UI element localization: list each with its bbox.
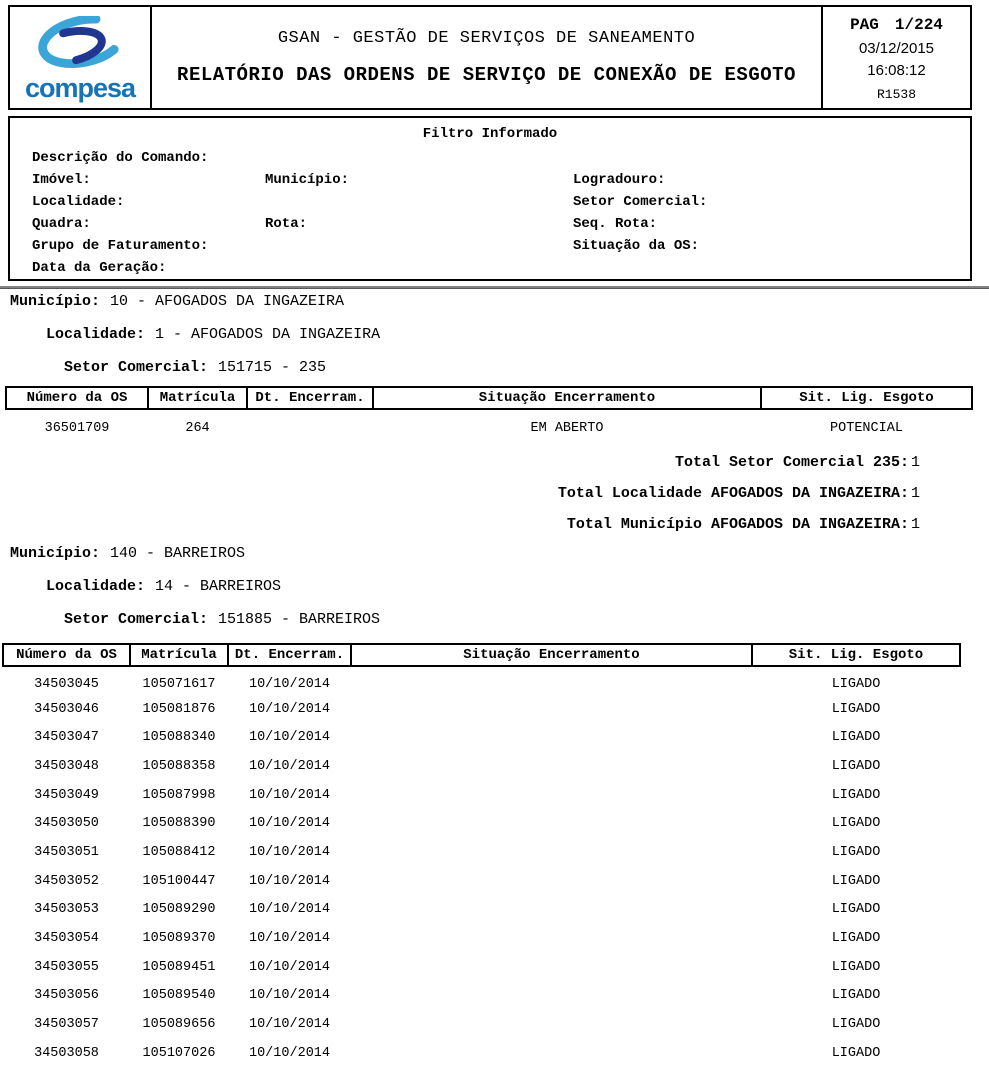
cell-sit-lig-esgoto: LIGADO — [831, 844, 881, 860]
page-indicator — [823, 15, 970, 39]
cell-dt-encerram: 10/10/2014 — [248, 1045, 330, 1061]
cell-dt-encerram — [247, 409, 373, 447]
company-logo — [10, 7, 152, 108]
table-row — [3, 781, 960, 810]
section-municipio-barreiros — [0, 545, 989, 1068]
table-row — [3, 1010, 960, 1039]
section-divider — [0, 286, 989, 289]
cell-numero-os: 34503055 — [34, 959, 99, 975]
cell-situacao-encerramento — [351, 896, 752, 925]
total-label: Total Município AFOGADOS DA INGAZEIRA: — [566, 516, 909, 533]
filter-row — [10, 191, 970, 213]
cell-numero-os: 34503052 — [34, 873, 99, 889]
col-header-situacao-encerramento: Situação Encerramento — [351, 644, 752, 666]
cell-sit-lig-esgoto: LIGADO — [831, 1045, 881, 1061]
cell-numero-os: 36501709 — [44, 421, 110, 436]
cell-situacao-encerramento — [351, 695, 752, 724]
table-row — [3, 867, 960, 896]
table-row — [3, 695, 960, 724]
cell-matricula: 105089370 — [142, 931, 216, 947]
cell-dt-encerram: 10/10/2014 — [248, 988, 330, 1004]
filter-label-data-geracao: Data da Geração: — [32, 260, 167, 276]
compesa-swirl-icon — [26, 16, 134, 79]
col-header-situacao-encerramento: Situação Encerramento — [373, 387, 761, 409]
col-header-matricula: Matrícula — [148, 387, 247, 409]
filter-label-quadra: Quadra: — [32, 216, 91, 232]
cell-matricula: 105107026 — [142, 1045, 216, 1061]
table-row — [3, 838, 960, 867]
cell-sit-lig-esgoto: LIGADO — [831, 758, 881, 774]
municipio-label: Município: — [10, 545, 101, 562]
table-row — [3, 924, 960, 953]
cell-situacao-encerramento — [351, 809, 752, 838]
cell-situacao-encerramento: EM ABERTO — [530, 421, 604, 436]
table-row — [3, 953, 960, 982]
cell-matricula: 105088358 — [142, 758, 216, 774]
filter-row — [10, 235, 970, 257]
table-row — [3, 752, 960, 781]
cell-situacao-encerramento — [351, 953, 752, 982]
municipio-line — [0, 293, 989, 311]
total-label: Total Localidade AFOGADOS DA INGAZEIRA: — [557, 485, 909, 502]
cell-sit-lig-esgoto: POTENCIAL — [830, 421, 903, 436]
cell-matricula: 105088340 — [142, 730, 216, 746]
cell-dt-encerram: 10/10/2014 — [248, 1017, 330, 1033]
cell-numero-os: 34503045 — [34, 676, 99, 692]
filter-rows — [10, 147, 970, 279]
cell-dt-encerram: 10/10/2014 — [248, 787, 330, 803]
filter-box — [8, 116, 972, 281]
cell-situacao-encerramento — [351, 752, 752, 781]
header-titles — [152, 7, 821, 108]
filter-label-descricao-comando: Descrição do Comando: — [32, 150, 209, 166]
cell-situacao-encerramento — [351, 982, 752, 1011]
filter-row — [10, 257, 970, 279]
filter-row — [10, 169, 970, 191]
cell-matricula: 105071617 — [142, 676, 216, 692]
cell-situacao-encerramento — [351, 838, 752, 867]
totals-block — [5, 447, 971, 540]
section-municipio-afogados — [0, 293, 989, 540]
cell-matricula: 105081876 — [142, 701, 216, 717]
orders-table-body — [6, 409, 972, 447]
cell-matricula: 264 — [185, 421, 210, 436]
report-code: R1538 — [876, 87, 916, 102]
total-line — [5, 509, 971, 540]
setor-comercial-line — [0, 359, 989, 377]
cell-situacao-encerramento — [351, 781, 752, 810]
cell-situacao-encerramento — [351, 723, 752, 752]
table-row — [3, 1039, 960, 1068]
total-line — [5, 447, 971, 478]
col-header-dt-encerram: Dt. Encerram. — [228, 644, 351, 666]
cell-matricula: 105089656 — [142, 1017, 216, 1033]
cell-sit-lig-esgoto: LIGADO — [831, 959, 881, 975]
col-header-numero-os: Número da OS — [6, 387, 148, 409]
table-row — [3, 896, 960, 925]
table-row — [3, 723, 960, 752]
total-value: 1 — [910, 485, 920, 502]
filter-label-seq-rota: Seq. Rota: — [573, 216, 658, 232]
report-title: RELATÓRIO DAS ORDENS DE SERVIÇO DE CONEXÃO DE ESGOTO — [177, 64, 796, 86]
col-header-dt-encerram: Dt. Encerram. — [247, 387, 373, 409]
filter-label-grupo-faturamento: Grupo de Faturamento: — [32, 238, 209, 254]
cell-dt-encerram: 10/10/2014 — [248, 676, 330, 692]
cell-numero-os: 34503046 — [34, 701, 99, 717]
filter-label-localidade: Localidade: — [32, 194, 125, 210]
table-row — [3, 666, 960, 695]
report-date: 03/12/2015 — [858, 40, 935, 57]
setor-value: 151715 - 235 — [218, 359, 327, 376]
cell-sit-lig-esgoto: LIGADO — [831, 873, 881, 889]
cell-matricula: 105089290 — [142, 902, 216, 918]
filter-row — [10, 147, 970, 169]
cell-dt-encerram: 10/10/2014 — [248, 902, 330, 918]
page-label: PAG — [850, 16, 879, 34]
page-number: 1/224 — [894, 16, 943, 34]
localidade-label: Localidade: — [46, 326, 146, 343]
col-header-sit-lig-esgoto: Sit. Lig. Esgoto — [752, 644, 960, 666]
cell-matricula: 105089540 — [142, 988, 216, 1004]
cell-numero-os: 34503057 — [34, 1017, 99, 1033]
setor-value: 151885 - BARREIROS — [218, 611, 381, 628]
header-meta — [821, 7, 970, 108]
cell-dt-encerram: 10/10/2014 — [248, 959, 330, 975]
table-row — [3, 809, 960, 838]
cell-sit-lig-esgoto: LIGADO — [831, 1017, 881, 1033]
filter-row — [10, 213, 970, 235]
orders-table-body — [3, 666, 960, 1068]
cell-sit-lig-esgoto: LIGADO — [831, 902, 881, 918]
cell-situacao-encerramento — [351, 924, 752, 953]
cell-numero-os: 34503056 — [34, 988, 99, 1004]
total-value: 1 — [910, 516, 920, 533]
municipio-line — [0, 545, 989, 563]
municipio-value: 10 - AFOGADOS DA INGAZEIRA — [110, 293, 345, 310]
cell-matricula: 105087998 — [142, 787, 216, 803]
cell-numero-os: 34503047 — [34, 730, 99, 746]
setor-label: Setor Comercial: — [64, 359, 209, 376]
cell-numero-os: 34503050 — [34, 816, 99, 832]
cell-sit-lig-esgoto: LIGADO — [831, 730, 881, 746]
filter-label-imovel: Imóvel: — [32, 172, 91, 188]
orders-table-header — [6, 387, 972, 409]
setor-comercial-line — [0, 611, 989, 629]
col-header-matricula: Matrícula — [130, 644, 228, 666]
setor-label: Setor Comercial: — [64, 611, 209, 628]
cell-numero-os: 34503053 — [34, 902, 99, 918]
col-header-numero-os: Número da OS — [3, 644, 130, 666]
cell-situacao-encerramento — [351, 867, 752, 896]
cell-matricula: 105089451 — [142, 959, 216, 975]
cell-sit-lig-esgoto: LIGADO — [831, 701, 881, 717]
logo-wordmark: compesa — [24, 73, 136, 103]
table-row — [3, 982, 960, 1011]
cell-matricula: 105100447 — [142, 873, 216, 889]
filter-label-situacao-os: Situação da OS: — [573, 238, 700, 254]
localidade-label: Localidade: — [46, 578, 146, 595]
filter-label-setor-comercial: Setor Comercial: — [573, 194, 708, 210]
col-header-sit-lig-esgoto: Sit. Lig. Esgoto — [761, 387, 972, 409]
cell-matricula: 105088390 — [142, 816, 216, 832]
total-label: Total Setor Comercial 235: — [674, 454, 909, 471]
filter-label-rota: Rota: — [265, 216, 308, 232]
cell-dt-encerram: 10/10/2014 — [248, 816, 330, 832]
cell-dt-encerram: 10/10/2014 — [248, 873, 330, 889]
cell-sit-lig-esgoto: LIGADO — [831, 676, 881, 692]
cell-sit-lig-esgoto: LIGADO — [831, 931, 881, 947]
cell-matricula: 105088412 — [142, 844, 216, 860]
localidade-value: 14 - BARREIROS — [155, 578, 282, 595]
municipio-value: 140 - BARREIROS — [110, 545, 246, 562]
orders-table-header — [3, 644, 960, 666]
cell-dt-encerram: 10/10/2014 — [248, 758, 330, 774]
localidade-line — [0, 578, 989, 596]
table-row — [6, 409, 972, 447]
total-line — [5, 478, 971, 509]
cell-dt-encerram: 10/10/2014 — [248, 844, 330, 860]
filter-label-logradouro: Logradouro: — [573, 172, 666, 188]
cell-sit-lig-esgoto: LIGADO — [831, 787, 881, 803]
localidade-value: 1 - AFOGADOS DA INGAZEIRA — [155, 326, 381, 343]
cell-dt-encerram: 10/10/2014 — [248, 730, 330, 746]
cell-situacao-encerramento — [351, 1039, 752, 1068]
municipio-label: Município: — [10, 293, 101, 310]
cell-situacao-encerramento — [351, 666, 752, 695]
cell-numero-os: 34503048 — [34, 758, 99, 774]
cell-numero-os: 34503054 — [34, 931, 99, 947]
system-title: GSAN - GESTÃO DE SERVIÇOS DE SANEAMENTO — [277, 29, 696, 48]
cell-numero-os: 34503049 — [34, 787, 99, 803]
cell-numero-os: 34503051 — [34, 844, 99, 860]
cell-sit-lig-esgoto: LIGADO — [831, 816, 881, 832]
total-value: 1 — [910, 454, 920, 471]
report-time: 16:08:12 — [867, 62, 926, 79]
cell-numero-os: 34503058 — [34, 1045, 99, 1061]
report-header — [8, 5, 972, 110]
filter-title: Filtro Informado — [422, 126, 558, 142]
orders-table — [2, 643, 961, 1068]
cell-situacao-encerramento — [351, 1010, 752, 1039]
cell-sit-lig-esgoto: LIGADO — [831, 988, 881, 1004]
filter-label-municipio: Município: — [265, 172, 350, 188]
cell-dt-encerram: 10/10/2014 — [248, 931, 330, 947]
orders-table — [5, 386, 973, 447]
localidade-line — [0, 326, 989, 344]
cell-dt-encerram: 10/10/2014 — [248, 701, 330, 717]
